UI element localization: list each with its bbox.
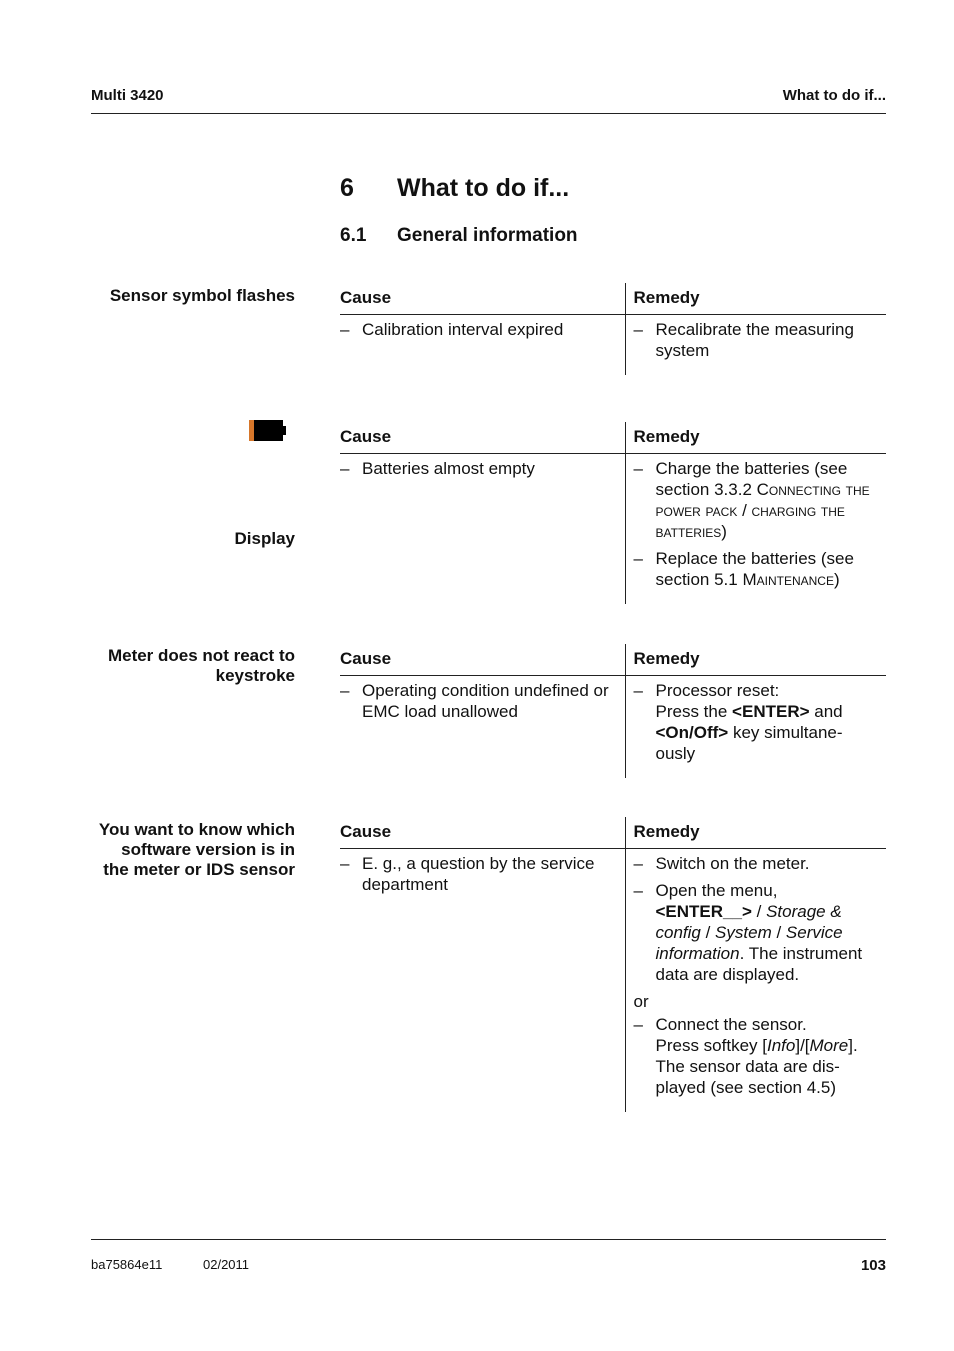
cause-cell: – Operating condition undefined or EMC load unallowed — [340, 681, 609, 721]
side-label-sensor-symbol: Sensor symbol flashes — [109, 286, 295, 305]
remedy-item: – Replace the batteries (see section 5.1 Maintenance) — [633, 549, 854, 589]
chapter-title: What to do if... — [397, 174, 570, 202]
enter-key-label: <ENTER> — [732, 702, 810, 721]
running-header-left: Multi 3420 — [91, 87, 164, 104]
side-label-keystroke: Meter does not react to keystroke — [107, 646, 295, 685]
table-display — [340, 422, 886, 604]
side-label-display: Display — [234, 529, 295, 548]
side-label-software-version: You want to know which software version is in the meter or IDS sensor — [98, 820, 295, 879]
battery-low-icon — [249, 420, 283, 441]
remedy-item: – Connect the sensor. Press softkey [Info]/[More]. The sensor data are dis-played (see section 4.5) — [633, 1015, 858, 1097]
chapter-heading — [340, 174, 569, 203]
remedy-text: Recalibrate the measuring system — [655, 320, 854, 360]
table-keystroke — [340, 644, 886, 778]
cross-reference: Maintenance — [742, 570, 834, 589]
cause-header: Cause — [340, 283, 625, 315]
remedy-header: Remedy — [625, 817, 886, 849]
remedy-header: Remedy — [625, 644, 886, 676]
remedy-cell — [625, 454, 886, 605]
cause-header: Cause — [340, 817, 625, 849]
onoff-key-label: <On/Off> — [655, 723, 729, 742]
remedy-header: Remedy — [625, 422, 886, 454]
cause-text: Calibration interval expired — [362, 320, 564, 339]
table-sensor-symbol — [340, 283, 886, 375]
cause-header: Cause — [340, 422, 625, 454]
cross-reference: Connecting the power pack / charging the batteries — [655, 480, 870, 541]
footer-date: 02/2011 — [203, 1257, 250, 1272]
cause-cell: – Batteries almost empty — [340, 459, 535, 478]
section-heading — [340, 225, 578, 247]
remedy-cell — [625, 676, 886, 779]
cause-cell: – Calibration interval expired — [340, 320, 564, 339]
table-software-version — [340, 817, 886, 1112]
cause-cell: – E. g., a question by the service department — [340, 854, 595, 894]
page-number: 103 — [860, 1257, 886, 1274]
softkey-label: Info — [766, 1036, 796, 1055]
remedy-item: – Charge the batteries (see section 3.3.2 Connecting the power pack / charging the batteries) — [633, 459, 870, 541]
remedy-item: – Open the menu, <ENTER__> / Storage & config / System / Service information. The instrument data are displayed. — [633, 881, 863, 984]
chapter-number: 6 — [340, 174, 354, 202]
section-title: General information — [397, 225, 578, 246]
cause-text: E. g., a question by the service department — [362, 854, 595, 894]
footer-rule — [91, 1239, 886, 1240]
remedy-cell: – Recalibrate the measuring system — [625, 315, 886, 376]
menu-path-item: Storage & config — [655, 902, 842, 942]
softkey-label: More — [809, 1036, 849, 1055]
remedy-cell — [625, 849, 886, 1113]
remedy-item: – Processor reset: Press the <ENTER> and <On/Off> key simultane-ously — [633, 681, 843, 763]
battery-tip-icon — [283, 426, 286, 435]
remedy-header: Remedy — [625, 283, 886, 315]
enter-key-label: <ENTER__> — [655, 902, 752, 921]
running-header-right: What to do if... — [782, 87, 886, 104]
header-rule — [91, 113, 886, 114]
remedy-item: – Switch on the meter. — [633, 854, 810, 873]
menu-path-item: Service information — [655, 923, 843, 963]
footer-doc-id: ba75864e11 — [91, 1257, 163, 1272]
cause-text: Batteries almost empty — [362, 459, 535, 478]
cause-text: Operating condition undefined or EMC load unallowed — [362, 681, 609, 721]
cause-header: Cause — [340, 644, 625, 676]
or-separator: or — [633, 992, 649, 1011]
menu-path-item: System — [715, 923, 772, 942]
section-number: 6.1 — [340, 225, 367, 246]
